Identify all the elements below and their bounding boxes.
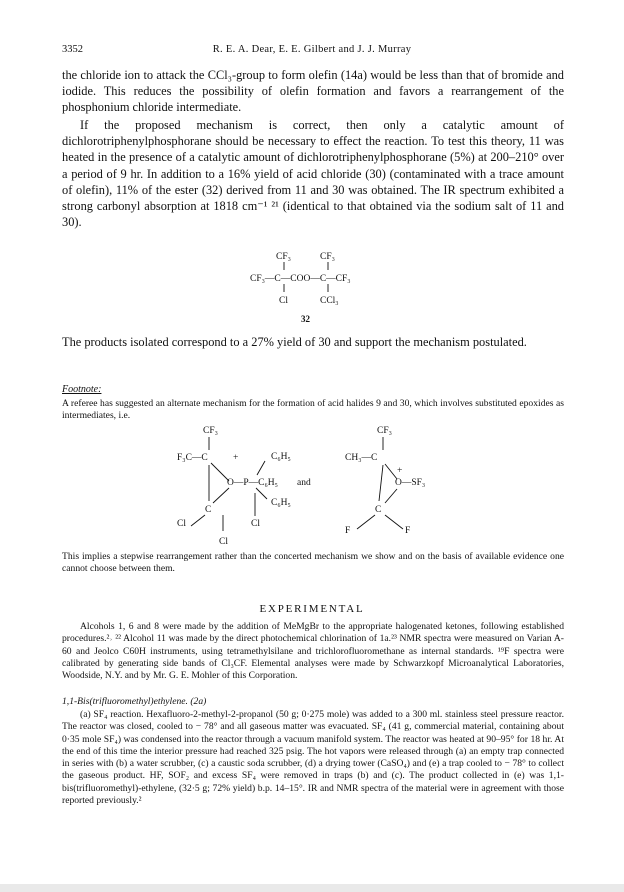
- experimental-subheading: 1,1-Bis(trifluoromethyl)ethylene. (2a): [62, 696, 207, 707]
- epox-osf3: O—SF₃: [395, 478, 426, 488]
- experimental-paragraph-1: Alcohols 1, 6 and 8 were made by the addition of MeMgBr to the appropriate halogenated ketones, following established procedures.²˒ ²² Alcohol 11 was made by the direct photochemical chlorination of 1a.²³ NMR spectra were measured on Varian A-60 and Jeolco C60H instruments, using tetramethylsilane and trichlorofluoromethane as internal standards. ¹⁹F spectra were calibrated by generating side bands of Cl₃CF. Elemental analyses were made by Schwarzkopf Microanalytical Laboratories, Woodside, N.Y. and by Mr. G. E. Mohler of this Corporation.: [62, 621, 564, 682]
- struct32-top-left: CF₃: [276, 252, 291, 262]
- epox-c6h5-1: C₆H₅: [271, 452, 291, 462]
- epox-cf3-b: CF₃: [377, 426, 392, 436]
- epox-plus: +: [233, 453, 239, 463]
- struct32-main-line: CF₃—C—COO—C—CF₃: [250, 274, 351, 284]
- epox-c-b: C: [375, 505, 382, 515]
- footnote-title: Footnote:: [62, 384, 102, 395]
- epox-cl-1: Cl: [177, 519, 186, 529]
- body-paragraph-1: the chloride ion to attack the CCl₃-group to form olefin (14a) would be less than that of bromide and iodide. This reduces the possibility of olefin formation and favors a rearrangement of the phosphonium chloride intermediate.: [62, 68, 564, 115]
- epoxide-intermediates-structure: [175, 423, 455, 548]
- body-paragraph-3: The products isolated correspond to a 27% yield of 30 and support the mechanism postulated.: [62, 335, 527, 349]
- epox-c-a: C: [205, 505, 212, 515]
- ester-structure-32: [228, 250, 398, 330]
- epox-plus-2: +: [397, 466, 403, 476]
- struct32-top-right: CF₃: [320, 252, 335, 262]
- struct32-label: 32: [301, 314, 310, 324]
- epox-cl-3: Cl: [219, 537, 228, 547]
- epox-f-2: F: [405, 526, 411, 536]
- epox-f3c: F₃C—C: [177, 453, 208, 463]
- epox-c6h5-3: C₆H₅: [271, 498, 291, 508]
- epox-ch3: CH₃—C: [345, 453, 378, 463]
- experimental-paragraph-2: (a) SF₄ reaction. Hexafluoro-2-methyl-2-propanol (50 g; 0·275 mole) was added to a 300 ml. stainless steel pressure reactor. The reactor was closed, cooled to − 78° and all gaseous matter was evacuated. SF₄ (41 g, commercial material, containing about 0·35 mole SF₄) was condensed into the reactor through a vacuum manifold system. The reactor was heated at 90–95° for 18 hr. At the end of this time the interior pressure had reached 325 psig. The hot vapors were released through (a) an empty trap connected in series with (b) a water scrubber, (c) a caustic soda scrubber, (d) a drying tower (CaSO₄) and (e) a trap cooled to − 78° to collect the gaseous product. HF, SOF₂ and excess SF₄ were removed in traps (b) and (c). The product collected in (e) was 1,1-bis(trifluoromethyl)-ethylene, (32·5 g; 72% yield) b.p. 14–15°. IR and NMR spectra of the material were in agreement with those reported previously.²: [62, 709, 564, 807]
- epox-op: O—P—C₆H₅: [227, 478, 278, 488]
- page-number: 3352: [62, 44, 83, 55]
- struct32-bottom-left: Cl: [279, 296, 288, 306]
- running-authors: R. E. A. Dear, E. E. Gilbert and J. J. Murray: [212, 44, 412, 55]
- body-paragraph-2: If the proposed mechanism is correct, then only a catalytic amount of dichlorotriphenylphosphorane should be necessary to effect the reaction. To test this theory, 11 was heated in the presence of a catalytic amount of dichlorotriphenylphosphorane (5%) at 200–210° over a period of 9 hr. In addition to a 16% yield of acid chloride (30) (contaminated with a trace amount of olefin), 11% of the ester (32) derived from 11 and 30 was obtained. The IR spectrum exhibited a strong carbonyl absorption at 1818 cm⁻¹ ²¹ (identical to that obtained via the sodium salt of 11 and 30).: [62, 118, 564, 230]
- footnote-text-1: A referee has suggested an alternate mechanism for the formation of acid halides 9 and 30, which involves substituted epoxides as intermediates, i.e.: [62, 398, 564, 422]
- epox-and: and: [297, 478, 311, 488]
- footnote-text-2: This implies a stepwise rearrangement rather than the concerted mechanism we show and on the basis of available evidence one cannot choose between them.: [62, 551, 564, 575]
- experimental-heading: EXPERIMENTAL: [259, 603, 365, 615]
- page-bottom-bar: [0, 884, 624, 892]
- running-header: [62, 44, 562, 60]
- epox-f-1: F: [345, 526, 351, 536]
- struct32-bottom-right: CCl₃: [320, 296, 339, 306]
- epox-cf3-a: CF₃: [203, 426, 218, 436]
- epox-cl-2: Cl: [251, 519, 260, 529]
